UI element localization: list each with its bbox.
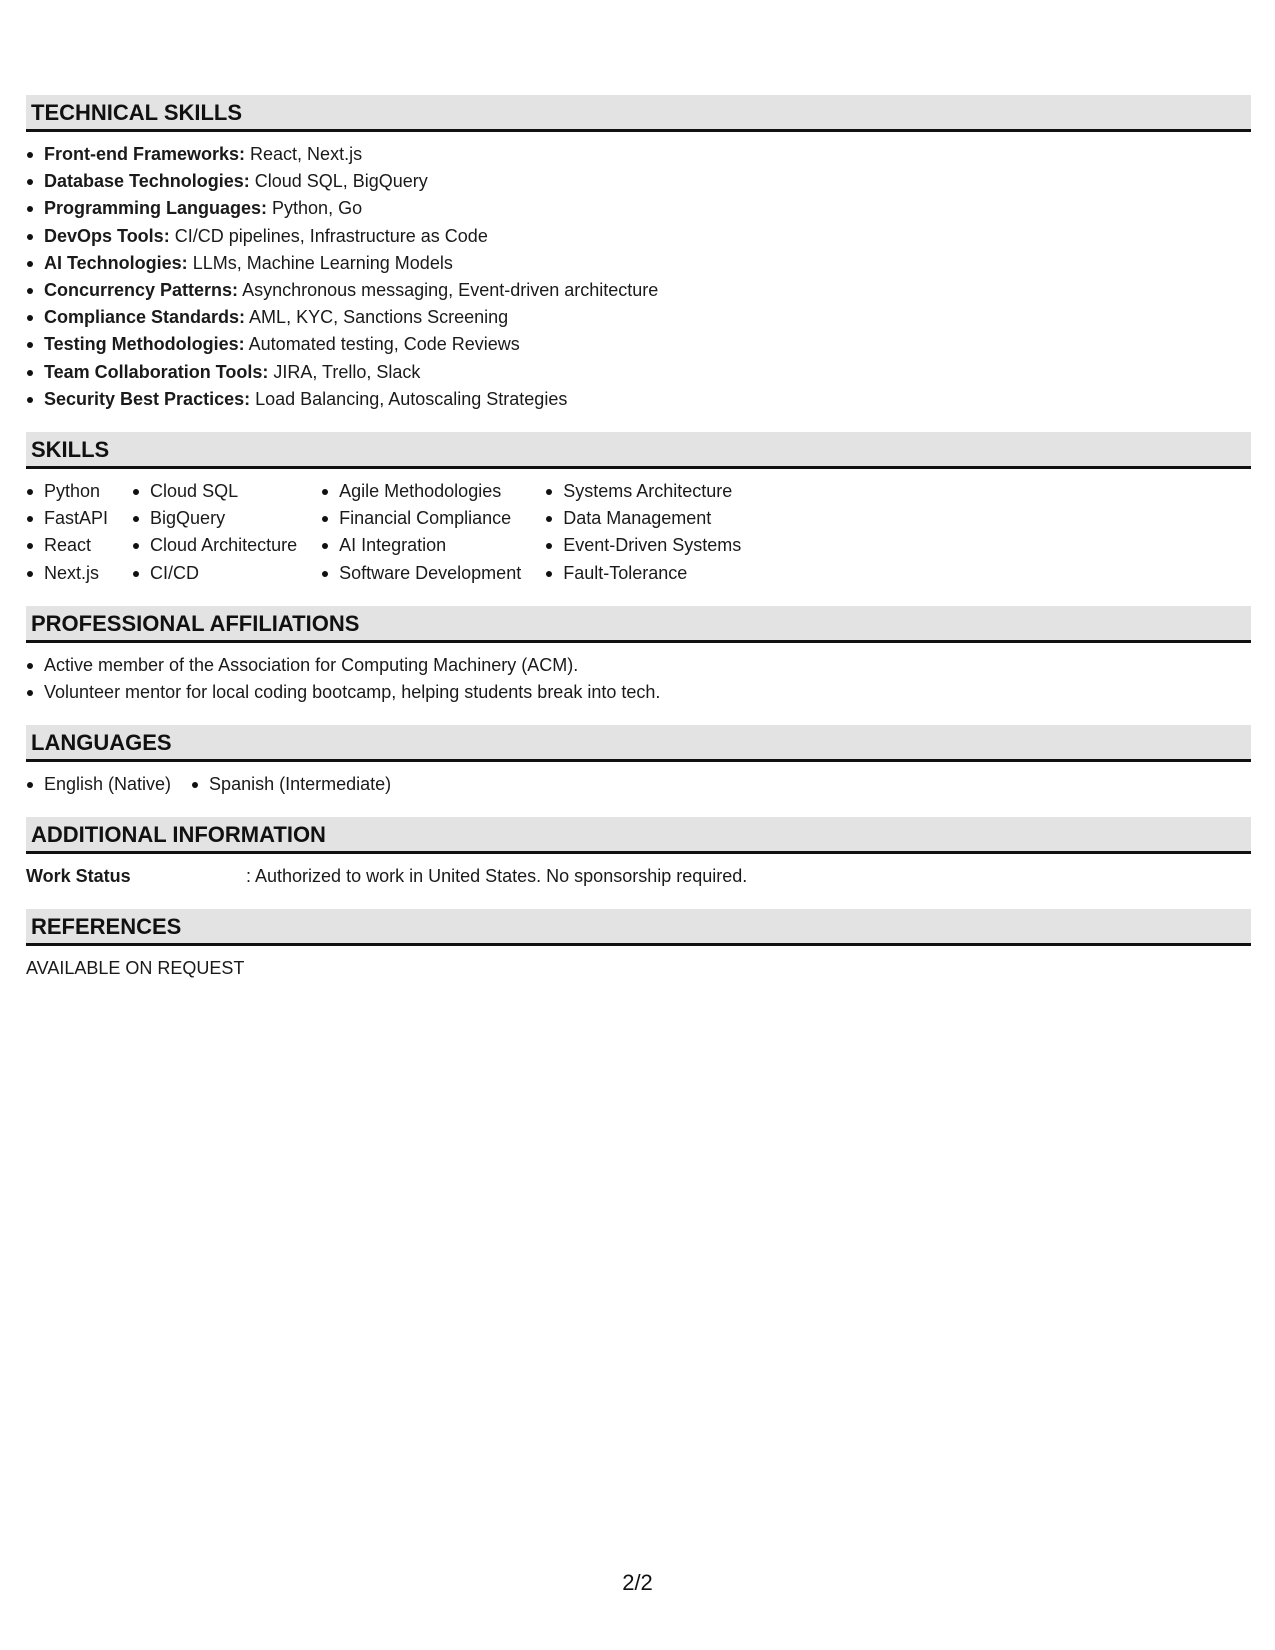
technical-skills-section	[26, 95, 1251, 413]
skill-category-value: AML, KYC, Sanctions Screening	[245, 307, 509, 328]
list-item	[26, 386, 1251, 413]
list-item: CI/CD	[132, 560, 297, 587]
list-item: Data Management	[545, 505, 741, 532]
skill-category-label: Front-end Frameworks:	[44, 144, 246, 164]
languages-column	[191, 771, 391, 798]
skill-category-label: AI Technologies:	[44, 252, 188, 273]
list-item: Next.js	[26, 560, 108, 587]
technical-skills-heading: TECHNICAL SKILLS	[26, 95, 1251, 132]
languages-list	[26, 771, 1251, 798]
skills-column	[132, 478, 297, 587]
list-item: Fault-Tolerance	[545, 560, 741, 587]
references-section	[26, 909, 1251, 982]
list-item	[26, 304, 1251, 331]
skill-category-label: Concurrency Patterns:	[44, 280, 239, 301]
page-number: 2/2	[622, 1570, 653, 1595]
skill-category-value: Automated testing, Code Reviews	[244, 334, 520, 355]
skills-column	[321, 478, 521, 587]
list-item: Volunteer mentor for local coding bootcamp, helping students break into tech.	[26, 679, 1251, 706]
references-heading: REFERENCES	[26, 909, 1251, 946]
list-item: BigQuery	[132, 505, 297, 532]
skill-category-label: Database Technologies:	[44, 171, 250, 192]
skill-category-value: Python, Go	[267, 198, 363, 219]
list-item	[26, 223, 1251, 250]
languages-heading: LANGUAGES	[26, 725, 1251, 762]
list-item: Cloud SQL	[132, 478, 297, 505]
list-item: React	[26, 532, 108, 559]
skills-column	[545, 478, 741, 587]
skills-column	[26, 478, 108, 587]
skill-category-value: CI/CD pipelines, Infrastructure as Code	[169, 225, 488, 246]
skill-category-value: Asynchronous messaging, Event-driven architecture	[238, 280, 659, 301]
technical-skills-list	[26, 141, 1251, 413]
skill-category-label: Security Best Practices:	[44, 388, 251, 409]
skill-category-label: Testing Methodologies:	[44, 334, 245, 355]
affiliations-heading: PROFESSIONAL AFFILIATIONS	[26, 606, 1251, 643]
list-item: Agile Methodologies	[321, 478, 521, 505]
list-item: FastAPI	[26, 505, 108, 532]
list-item	[26, 331, 1251, 358]
list-item	[26, 277, 1251, 304]
skill-category-label: DevOps Tools:	[44, 225, 170, 246]
additional-info-heading: ADDITIONAL INFORMATION	[26, 817, 1251, 854]
skills-section	[26, 432, 1251, 587]
work-status-row	[26, 863, 1251, 890]
languages-section	[26, 725, 1251, 798]
skill-category-label: Team Collaboration Tools:	[44, 361, 269, 382]
list-item: Python	[26, 478, 108, 505]
languages-column	[26, 771, 171, 798]
affiliations-list	[26, 652, 1251, 706]
list-item	[26, 359, 1251, 386]
work-status-label: Work Status	[26, 866, 131, 887]
skill-category-value: React, Next.js	[245, 144, 363, 164]
resume-page	[26, 95, 1251, 1001]
list-item: English (Native)	[26, 771, 171, 798]
list-item	[26, 168, 1251, 195]
list-item: AI Integration	[321, 532, 521, 559]
list-item: Event-Driven Systems	[545, 532, 741, 559]
skill-category-value: JIRA, Trello, Slack	[268, 361, 421, 382]
skills-grid	[26, 478, 1251, 587]
skill-category-value: Cloud SQL, BigQuery	[249, 171, 428, 192]
list-item: Spanish (Intermediate)	[191, 771, 391, 798]
affiliations-section	[26, 606, 1251, 706]
skill-category-value: Load Balancing, Autoscaling Strategies	[250, 388, 568, 409]
additional-info-section	[26, 817, 1251, 890]
references-text: AVAILABLE ON REQUEST	[26, 958, 245, 979]
list-item: Systems Architecture	[545, 478, 741, 505]
list-item	[26, 250, 1251, 277]
work-status-value: : Authorized to work in United States. No sponsorship required.	[246, 866, 748, 887]
skills-heading: SKILLS	[26, 432, 1251, 469]
list-item	[26, 141, 1251, 168]
skill-category-value: LLMs, Machine Learning Models	[187, 252, 453, 273]
skill-category-label: Compliance Standards:	[44, 307, 246, 328]
list-item: Cloud Architecture	[132, 532, 297, 559]
list-item: Financial Compliance	[321, 505, 521, 532]
skill-category-label: Programming Languages:	[44, 198, 268, 219]
list-item	[26, 195, 1251, 222]
list-item: Active member of the Association for Computing Machinery (ACM).	[26, 652, 1251, 679]
list-item: Software Development	[321, 560, 521, 587]
